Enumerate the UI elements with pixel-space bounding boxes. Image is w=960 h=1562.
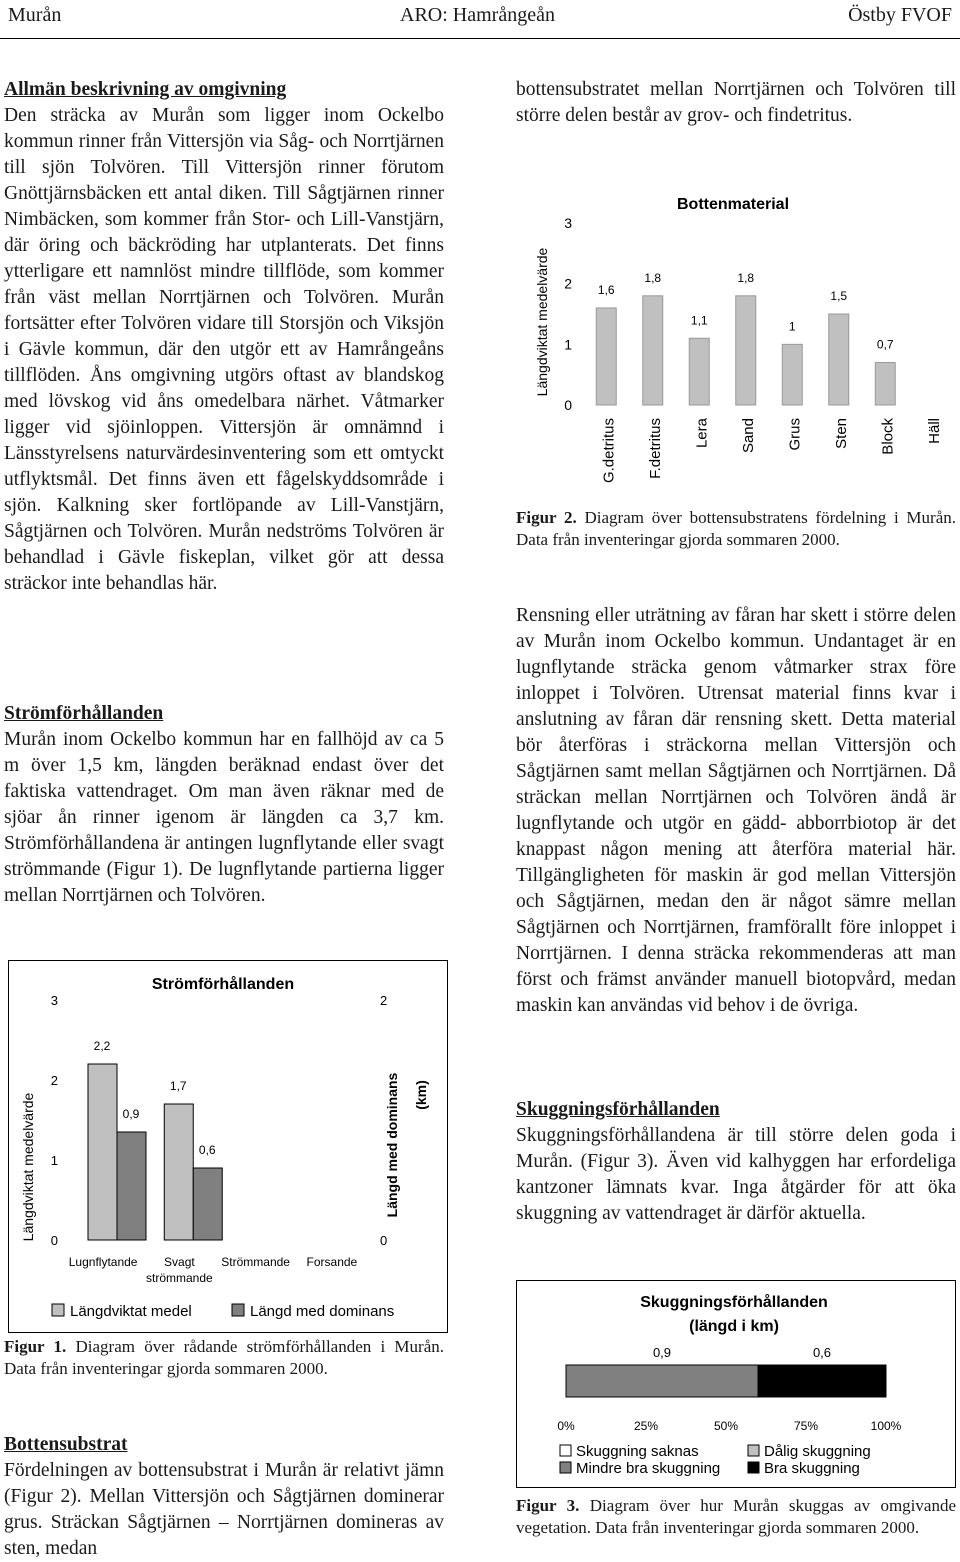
fig3-legend-label-bra-skuggning: Bra skuggning — [764, 1460, 860, 1477]
fig1-ytick-2: 2 — [50, 1073, 58, 1088]
fig3-segment-mindre-bra-skuggning — [566, 1365, 758, 1397]
fig1-y2label-line2: (km) — [413, 1080, 429, 1110]
fig3-segment-bra-skuggning — [758, 1365, 886, 1397]
fig1-xtick-str-mmande: Strömmande — [221, 1255, 290, 1269]
fig2-label-g-detritus: 1,6 — [597, 282, 615, 297]
caption-figure-1 — [4, 1336, 444, 1380]
fig1-ytick-3: 3 — [50, 993, 58, 1008]
chart-figure-1 — [8, 960, 448, 1340]
header-right: Östby FVOF — [848, 4, 952, 26]
fig2-bar-grus — [782, 344, 802, 405]
paragraph-flow: Murån inom Ockelbo kommun har en fallhöjd av ca 5 m över 1,5 km, längden beräknad endast över det faktiska vattendraget. Om man även räknar med de sjöar ån rinner igenom är längden ca 3,7 km. Strömförhållandena är antingen lugnflytande eller svagt strömmande (Figur 1). De lugnflytande partierna ligger mellan Norrtjärnen och Tolvören. — [4, 729, 444, 906]
fig1-label-l-ngdviktat-medel-svagt-str-mmande: 1,7 — [169, 1079, 187, 1093]
section-substrate-cont — [516, 77, 956, 129]
fig3-legend-swatch-skuggning-saknas — [560, 1445, 571, 1456]
fig2-xtick-lera: Lera — [693, 418, 711, 449]
fig2-bar-g-detritus — [596, 308, 616, 405]
fig3-label-mindre-bra-skuggning: 0,9 — [652, 1345, 672, 1360]
fig2-label-lera: 1,1 — [690, 313, 708, 328]
fig3-legend-label-d-lig-skuggning: Dålig skuggning — [764, 1443, 871, 1460]
fig2-bar-f-detritus — [643, 296, 663, 405]
fig3-legend-label-skuggning-saknas: Skuggning saknas — [576, 1443, 699, 1460]
fig1-y2tick-0: 0 — [380, 1233, 388, 1248]
fig1-bar-l-ngdviktat-medel-lugnflytande — [88, 1064, 117, 1240]
fig2-bar-lera — [689, 338, 709, 405]
header-left: Murån — [8, 4, 62, 26]
heading-substrate: Bottensubstrat — [4, 1434, 128, 1455]
legend-label-dominans: Längd med dominans — [250, 1303, 395, 1320]
caption-figure-2-text: Diagram över bottensubstratens fördelning i Murån. Data från inventeringar gjorda sommaren 2000. — [516, 508, 956, 549]
legend-swatch-langdviktat — [52, 1304, 64, 1316]
fig1-y2tick-2: 2 — [380, 993, 388, 1008]
caption-figure-3 — [516, 1495, 956, 1539]
paragraph-substrate: Fördelningen av bottensubstrat i Murån är relativt jämn (Figur 2). Mellan Vittersjön och Sågtjärnen dominerar grus. Sträckan Sågtjärnen – Norrtjärnen domineras av sten, medan — [4, 1460, 444, 1559]
heading-general: Allmän beskrivning av omgivning — [4, 79, 287, 100]
fig3-xtick-25: 25% — [633, 1419, 659, 1433]
fig2-xtick-sten: Sten — [832, 418, 850, 449]
fig1-frame — [9, 961, 448, 1333]
fig2-xtick-block: Block — [879, 418, 897, 455]
fig2-label-sand: 1,8 — [737, 270, 755, 285]
fig1-label-l-ngdviktat-medel-lugnflytande: 2,2 — [93, 1039, 111, 1053]
fig2-ytick-0: 0 — [564, 397, 572, 413]
fig3-legend-swatch-mindre-bra-skuggning — [560, 1462, 571, 1473]
fig3-xtick-50: 50% — [713, 1419, 739, 1433]
section-flow — [4, 701, 444, 909]
caption-figure-1-text: Diagram över rådande strömförhållanden i Murån. Data från inventeringar gjorda sommaren 2000. — [4, 1337, 444, 1378]
fig3-xtick-75: 75% — [793, 1419, 819, 1433]
caption-figure-3-label: Figur 3. — [516, 1496, 580, 1515]
fig3-label-bra-skuggning: 0,6 — [812, 1345, 832, 1360]
caption-figure-2 — [516, 507, 956, 551]
legend-swatch-dominans — [232, 1304, 244, 1316]
heading-shading: Skuggningsförhållanden — [516, 1099, 720, 1120]
caption-figure-2-label: Figur 2. — [516, 508, 577, 527]
fig1-bar-l-ngd-med-dominans-svagt-str-mmande — [193, 1168, 222, 1240]
legend-label-langdviktat: Längdviktat medel — [70, 1303, 192, 1320]
fig3-legend-swatch-bra-skuggning — [748, 1462, 759, 1473]
fig2-bar-block — [875, 363, 895, 405]
fig3-title-line2: (längd i km) — [689, 1318, 779, 1335]
fig2-xtick-grus: Grus — [786, 418, 804, 451]
fig1-ytick-0: 0 — [50, 1233, 58, 1248]
fig2-bar-sand — [736, 296, 756, 405]
fig2-xtick-g-detritus: G.detritus — [600, 418, 618, 484]
fig1-ylabel: Längdviktat medelvärde — [20, 1092, 36, 1242]
section-cleaning — [516, 603, 956, 1019]
fig2-label-grus: 1 — [788, 319, 796, 334]
fig2-xtick-f-detritus: F.detritus — [646, 418, 664, 479]
caption-figure-1-label: Figur 1. — [4, 1337, 67, 1356]
fig1-xtick-forsande: Forsande — [306, 1255, 358, 1269]
paragraph-cleaning: Rensning eller uträtning av fåran har skett i större delen av Murån inom Ockelbo kommun. Undantaget är en lugnflytande sträcka genom våtmarker strax före inloppet i Tolvören. Utrensat material finns kvar i anslutning av fåran där rensning skett. Detta material bör återföras i sträckorna mellan Vittersjön och Sågtjärnen samt mellan Sågtjärnen och Norrtjärnen. Då sträckan mellan Norrtjärnen och Tolvören ändå är lugnflytande och utgör en gädd- abborrbiotop är det knappast någon mening att återföra material här. Tillgängligheten för maskin är god mellan Vittersjön och Sågtjärnen, medan den är något sämre mellan Sågtjärnen och Norrtjärnen, framförallt före inloppet i Norrtjärnen. I denna sträcka rekommenderas att man först och främst använder manuell biotopvård, medan maskin kan användas vid behov i de övriga. — [516, 605, 956, 1016]
fig3-legend-swatch-d-lig-skuggning — [748, 1445, 759, 1456]
fig3-xtick-100: 100% — [870, 1419, 902, 1433]
fig3-title-line1: Skuggningsförhållanden — [640, 1294, 828, 1311]
fig1-xtick-svagt-str-mmande-2: strömmande — [146, 1271, 213, 1285]
fig2-label-f-detritus: 1,8 — [644, 270, 662, 285]
fig1-title: Strömförhållanden — [151, 976, 295, 993]
section-substrate — [4, 1432, 444, 1562]
fig2-ylabel: Längdviktat medelvärde — [534, 247, 550, 397]
paragraph-general: Den sträcka av Murån som ligger inom Ockelbo kommun rinner från Vittersjön via Såg- och Norrtjärnen till sjön Tolvören. Till Vittersjön rinner förutom Gnöttjärnsbäcken ett antal diken. Till Sågtjärnen rinner Nimbäcken, som kommer från Stor- och Lill-Vanstjärn, där öring och bäckröding har utplanterats. Det finns ytterligare ett namnlöst mindre tillflöde, som kommer från väst mellan Norrtjärnen och Tolvören. Murån fortsätter efter Tolvören vidare till Storsjön och Viksjön i Gävle kommun, där den utgör ett av Hamrångeåns tillflöden. Åns omgivning utgörs oftast av blandskog med lövskog vid åns omedelbara närhet. Våtmarker ligger vid sjöinloppen. Vittersjön är omnämnd i Länsstyrelsens naturvärdesinventering som ett omtyckt utflyktsmål. Det finns även ett fågelskyddsområde i sjön. Kalkning sker fortlöpande av Lill-Vanstjärn, Sågtjärnen och Tolvören. Murån nedströms Tolvören är behandlad i Gävle fiskeplan, vilket gör att dessa sträckor inte behandlas här. — [4, 105, 444, 594]
fig1-bar-l-ngd-med-dominans-lugnflytande — [117, 1132, 146, 1240]
fig2-bar-sten — [829, 314, 849, 405]
header-center: ARO: Hamrångeån — [400, 4, 555, 26]
paragraph-shading: Skuggningsförhållandena är till större delen goda i Murån. (Figur 3). Även vid kalhyggen har erfordeliga kantzoner lämnats kvar. Inga åtgärder för att öka skuggning av vattendraget är därför aktuella. — [516, 1125, 956, 1224]
fig2-label-block: 0,7 — [876, 337, 894, 352]
fig2-label-sten: 1,5 — [830, 289, 848, 303]
fig3-xtick-0: 0% — [557, 1419, 575, 1433]
fig2-ytick-1: 1 — [564, 336, 572, 353]
fig2-title: Bottenmaterial — [676, 196, 790, 213]
header-rule — [0, 38, 960, 39]
fig2-xtick-h-ll: Häll — [925, 418, 943, 444]
fig2-xtick-sand: Sand — [739, 418, 757, 454]
caption-figure-3-text: Diagram över hur Murån skuggas av omgivande vegetation. Data från inventeringar gjorda sommaren 2000. — [516, 1496, 956, 1537]
fig1-label-l-ngd-med-dominans-svagt-str-mmande: 0,6 — [198, 1143, 216, 1157]
fig2-ytick-2: 2 — [564, 275, 572, 292]
heading-flow: Strömförhållanden — [4, 703, 164, 724]
section-general — [4, 77, 444, 597]
fig1-xtick-lugnflytande: Lugnflytande — [68, 1255, 138, 1269]
fig1-label-l-ngd-med-dominans-lugnflytande: 0,9 — [122, 1107, 140, 1121]
fig1-xtick-svagt-str-mmande-1: Svagt — [164, 1255, 195, 1269]
paragraph-substrate-cont: bottensubstratet mellan Norrtjärnen och Tolvören till större delen består av grov- och findetritus. — [516, 79, 956, 126]
chart-figure-2 — [515, 178, 960, 498]
fig1-ytick-1: 1 — [50, 1153, 58, 1168]
fig1-y2label-line1: Längd med dominans — [384, 1072, 400, 1218]
chart-figure-3 — [516, 1280, 956, 1492]
fig1-bar-l-ngdviktat-medel-svagt-str-mmande — [164, 1104, 193, 1240]
section-shading — [516, 1097, 956, 1227]
fig3-legend-label-mindre-bra-skuggning: Mindre bra skuggning — [576, 1460, 721, 1477]
fig2-ytick-3: 3 — [564, 215, 572, 231]
